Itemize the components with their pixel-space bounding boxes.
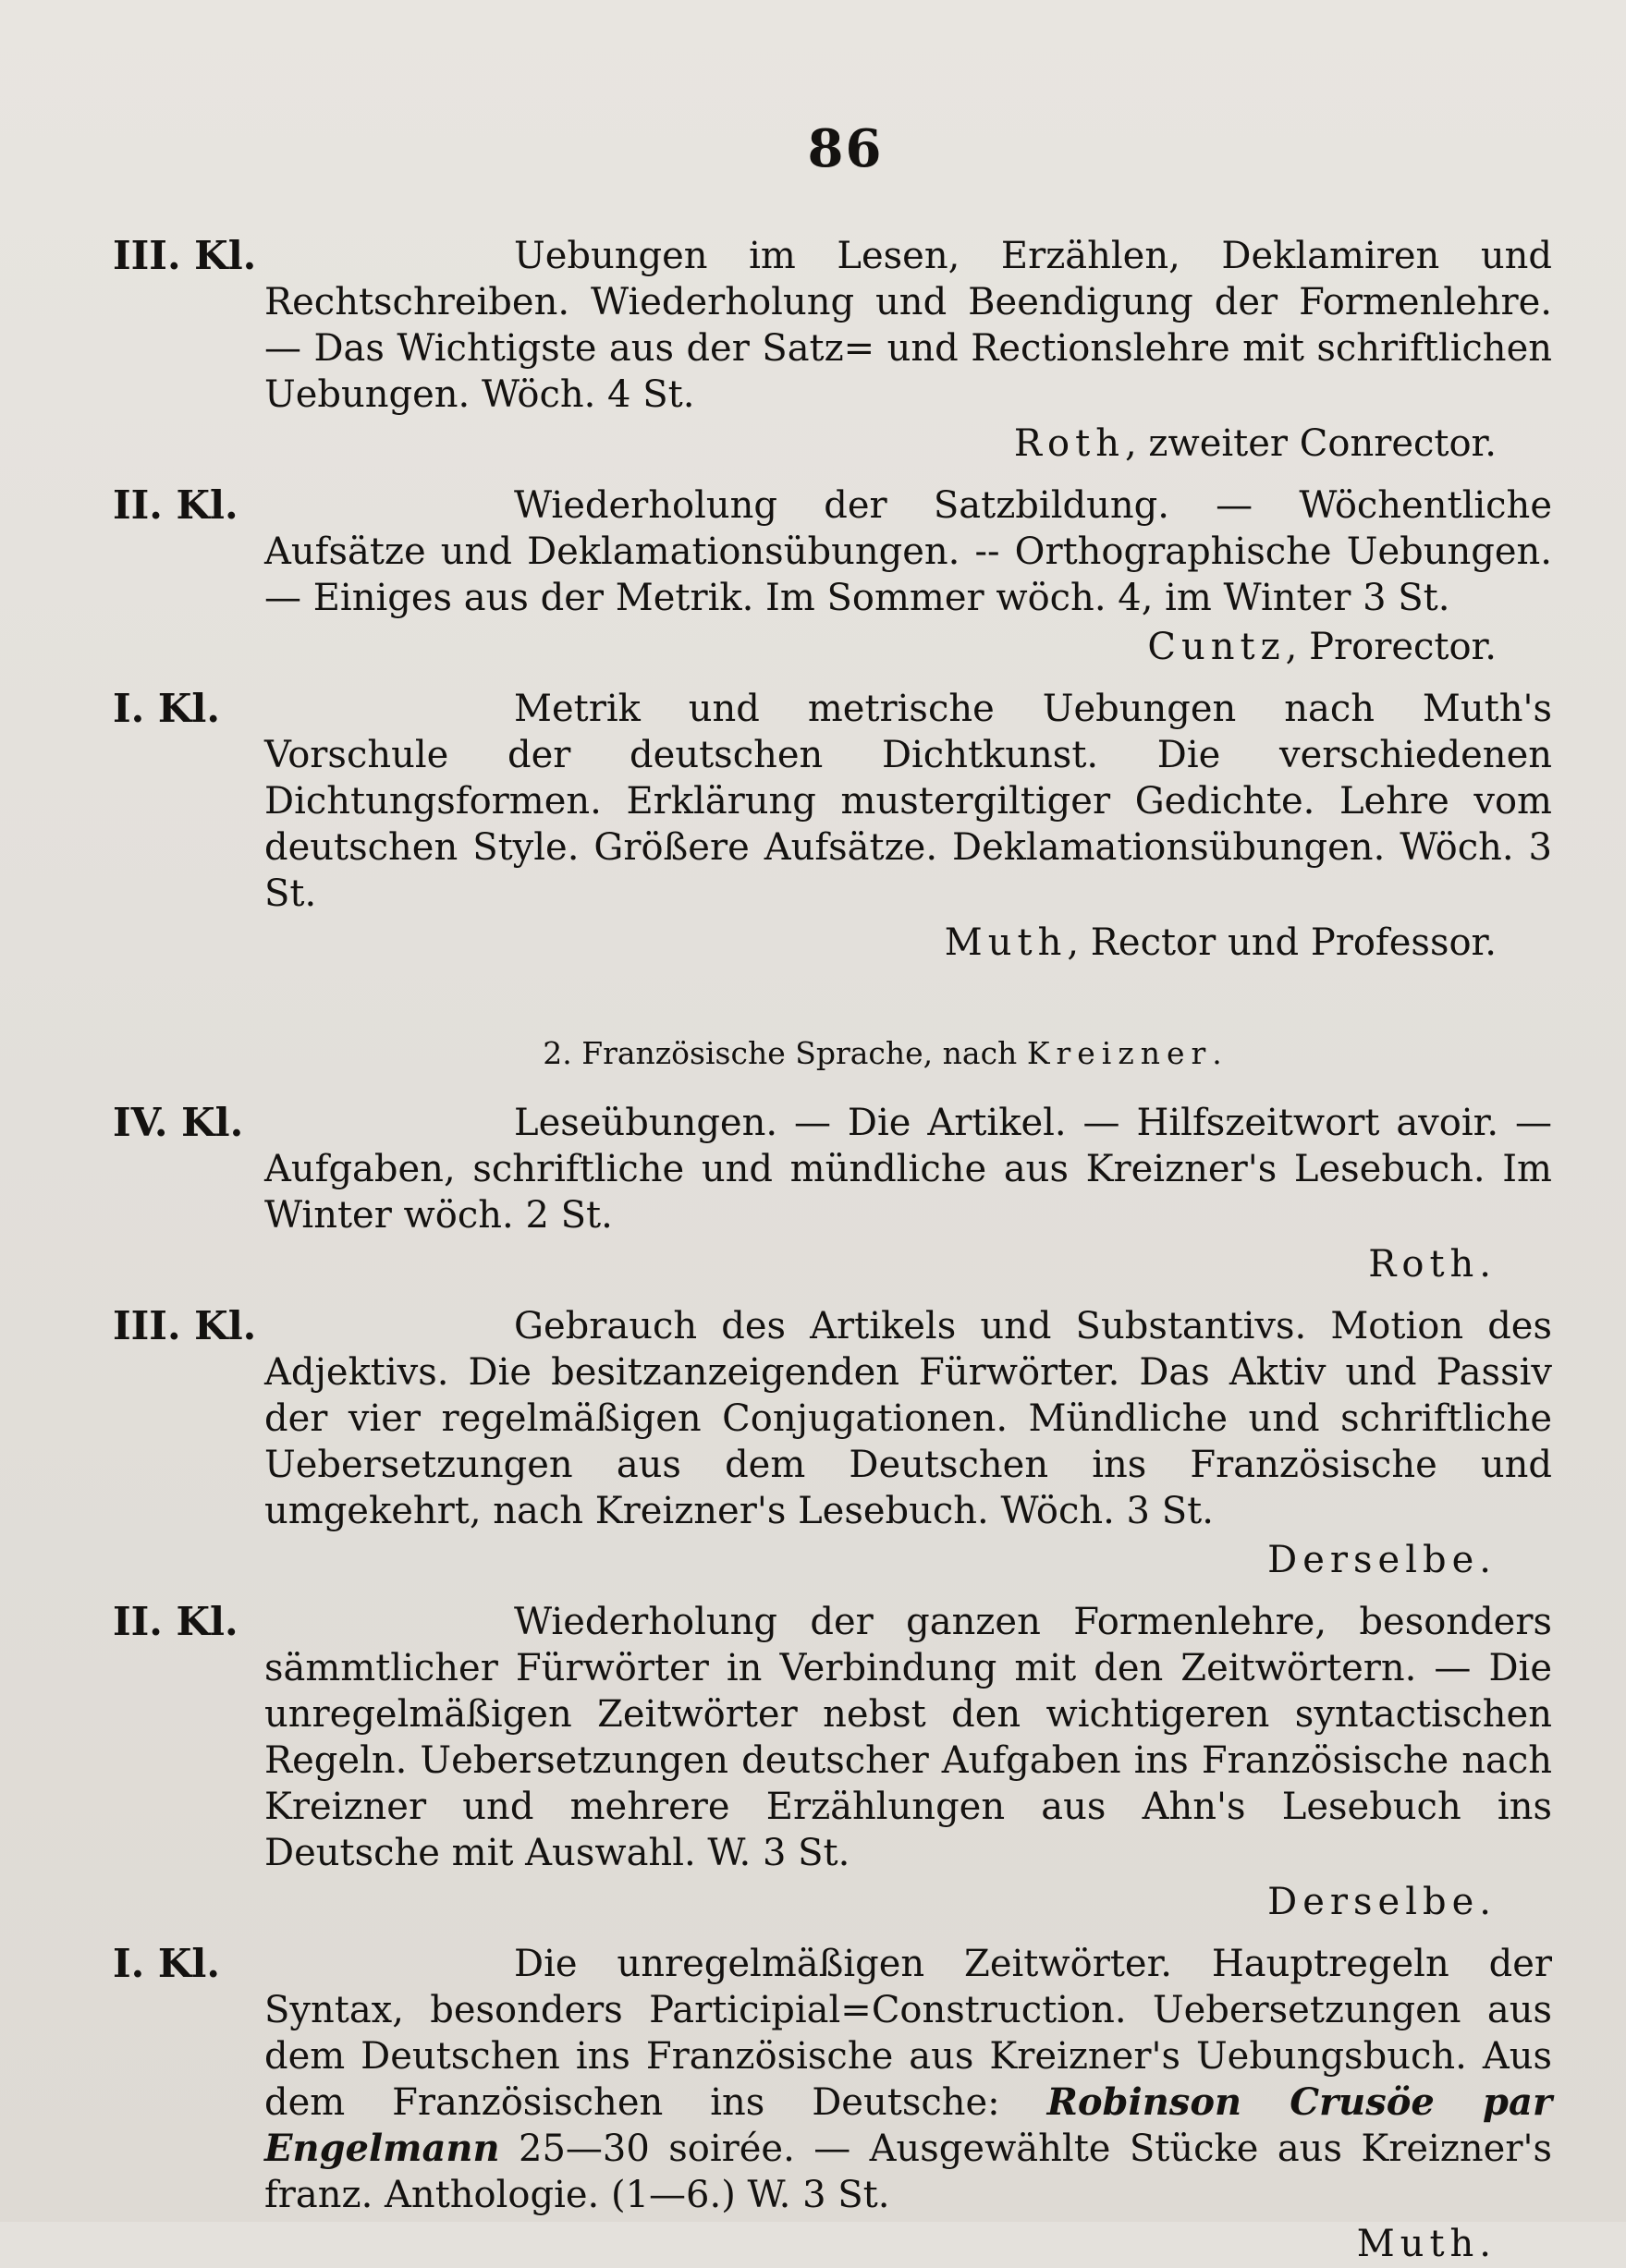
class-label: III. Kl. [113, 1303, 257, 1348]
entry-text [264, 1941, 1552, 2218]
text-after: 25—30 soirée. — Ausgewählte Stücke aus Kreizner's franz. Anthologie. (1—6.) W. 3 St. [264, 2128, 1552, 2216]
entry-text: Metrik und metrische Uebungen nach Muth's Vorschule der deutschen Dichtkunst. Die verschiedenen Dichtungsformen. Erklärung mustergiltiger Gedichte. Lehre vom deutschen Style. Größere Aufsätze. Deklamationsübungen. Wöch. 3 St. [264, 688, 1552, 915]
entry-french-class-iv [92, 1100, 1571, 1288]
section-heading-french [92, 1033, 1571, 1074]
text-before: Die unregelmäßigen Zeitwörter. Hauptregeln der Syntax, besonders Participial=Construction. Uebersetzungen aus dem Deutschen ins Französische aus Kreizner's Uebungsbuch. Aus dem Französischen ins Deutsche: [264, 1943, 1552, 2124]
heading-suffix: . [1212, 1035, 1222, 1071]
heading-prefix: 2. Französische Sprache, nach [543, 1035, 1027, 1071]
entry-french-class-i [92, 1941, 1571, 2268]
heading-author: Kreizner [1026, 1035, 1213, 1071]
teacher-name: Roth. [1368, 1243, 1497, 1286]
book-par: par [1434, 2080, 1553, 2124]
entry-text: Wiederholung der Satzbildung. — Wöchentliche Aufsätze und Deklamationsübungen. -- Orthographische Uebungen. — Einiges aus der Metrik. Im Sommer wöch. 4, im Winter 3 St. [264, 484, 1552, 619]
class-label: II. Kl. [113, 482, 238, 528]
teacher-name: Roth [1013, 422, 1125, 465]
teacher-role: , Prorector. [1285, 626, 1497, 668]
entry-text: Wiederholung der ganzen Formenlehre, besonders sämmtlicher Fürwörter in Verbindung mit den Zeitwörtern. — Die unregelmäßigen Zeitwörter nebst den wichtigeren syntactischen Regeln. Uebersetzungen deutscher Aufgaben ins Französische nach Kreizner und mehrere Erzählungen aus Ahn's Lesebuch ins Deutsche mit Auswahl. W. 3 St. [264, 1601, 1552, 1874]
entry-french-class-iii [92, 1303, 1571, 1584]
class-label: III. Kl. [113, 233, 257, 278]
book-title: Robinson Crusöe [1046, 2080, 1435, 2124]
teacher-name: Muth. [1356, 2223, 1497, 2265]
teacher-line [92, 420, 1497, 468]
teacher-name: Derselbe. [1267, 1539, 1497, 1581]
entry-german-class-ii [92, 482, 1571, 671]
teacher-role: , zweiter Conrector. [1124, 422, 1497, 465]
class-label: IV. Kl. [113, 1100, 244, 1145]
entry-french-class-ii [92, 1599, 1571, 1926]
page-number: 86 [807, 118, 884, 179]
entry-text: Gebrauch des Artikels und Substantivs. Motion des Adjektivs. Die besitzanzeigenden Fürwörter. Das Aktiv und Passiv der vier regelmäßigen Conjugationen. Mündliche und schriftliche Uebersetzungen aus dem Deutschen ins Französische und umgekehrt, nach Kreizner's Lesebuch. Wöch. 3 St. [264, 1305, 1552, 1532]
entry-text: Uebungen im Lesen, Erzählen, Deklamiren und Rechtschreiben. Wiederholung und Beendigung der Formenlehre. — Das Wichtigste aus der Satz= und Rectionslehre mit schriftlichen Uebungen. Wöch. 4 St. [264, 235, 1552, 416]
class-label: I. Kl. [113, 1941, 220, 1986]
teacher-role: , Rector und Professor. [1067, 921, 1497, 964]
teacher-name: Muth [944, 921, 1068, 964]
teacher-name: Cuntz [1147, 626, 1286, 668]
teacher-line [92, 623, 1497, 671]
entry-german-class-iii [92, 233, 1571, 468]
class-label: II. Kl. [113, 1599, 238, 1644]
entry-text: Leseübungen. — Die Artikel. — Hilfszeitwort avoir. — Aufgaben, schriftliche und mündliche aus Kreizner's Lesebuch. Im Winter wöch. 2 St. [264, 1102, 1552, 1237]
entry-german-class-i [92, 686, 1571, 967]
teacher-name: Derselbe. [1267, 1881, 1497, 1923]
class-label: I. Kl. [113, 686, 220, 731]
teacher-line [92, 919, 1497, 967]
book-editor: Engelmann [264, 2127, 500, 2170]
